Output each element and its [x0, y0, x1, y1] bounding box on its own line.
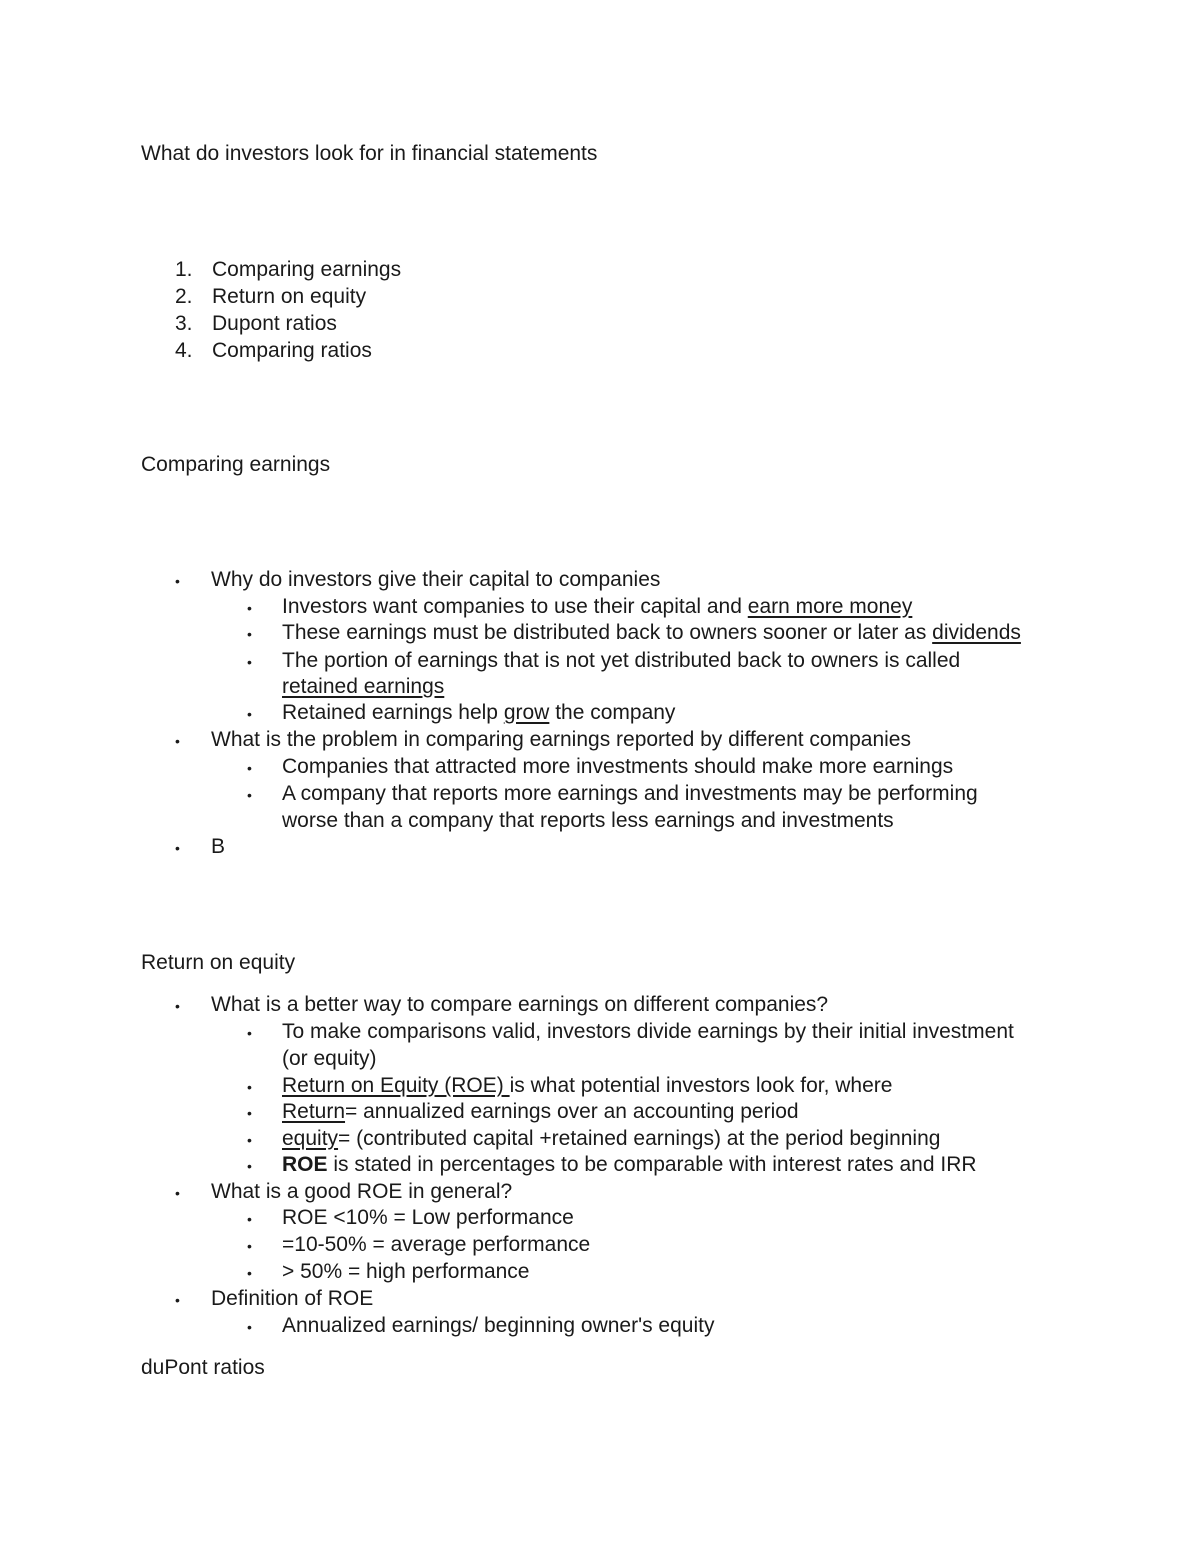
list-item: What is the problem in comparing earnings reported by different companies — [211, 728, 911, 751]
section-heading-dupont-ratios: duPont ratios — [141, 1356, 265, 1379]
list-item: equity= (contributed capital +retained earnings) at the period beginning — [282, 1127, 941, 1150]
list-item-continuation: worse than a company that reports less earnings and investments — [282, 809, 894, 832]
bullet-icon: • — [247, 760, 252, 776]
bullet-icon: • — [247, 1079, 252, 1095]
bullet-icon: • — [175, 840, 180, 856]
bullet-icon: • — [175, 998, 180, 1014]
underlined-term: Return on Equity (ROE) — [282, 1074, 510, 1097]
bullet-icon: • — [247, 1025, 252, 1041]
list-item: ROE is stated in percentages to be comparable with interest rates and IRR — [282, 1153, 977, 1176]
underlined-term: earn more money — [747, 595, 913, 618]
document-title: What do investors look for in financial statements — [141, 142, 598, 165]
bullet-icon: • — [247, 1238, 252, 1254]
list-item: > 50% = high performance — [282, 1260, 530, 1283]
bullet-icon: • — [247, 626, 252, 642]
outline-number: 1. — [175, 258, 193, 281]
list-item: What is a good ROE in general? — [211, 1180, 513, 1203]
list-item: =10-50% = average performance — [282, 1233, 591, 1256]
bullet-icon: • — [247, 654, 252, 670]
underlined-term: equity — [282, 1127, 339, 1150]
list-item: Return= annualized earnings over an accounting period — [282, 1100, 799, 1123]
outline-text: Comparing ratios — [212, 339, 372, 362]
list-item: ROE <10% = Low performance — [282, 1206, 574, 1229]
bullet-icon: • — [247, 600, 252, 616]
bullet-icon: • — [247, 1105, 252, 1121]
outline-text: Comparing earnings — [212, 258, 402, 281]
outline-text: Return on equity — [212, 285, 367, 308]
outline-number: 4. — [175, 339, 193, 362]
list-item: Why do investors give their capital to companies — [211, 568, 661, 591]
underlined-term: grow — [503, 701, 550, 724]
underlined-term: retained earnings — [282, 675, 445, 698]
bullet-icon: • — [175, 573, 180, 589]
list-item: Annualized earnings/ beginning owner's equity — [282, 1314, 715, 1337]
list-item: Companies that attracted more investments should make more earnings — [282, 755, 954, 778]
outline-number: 2. — [175, 285, 193, 308]
outline-number: 3. — [175, 312, 193, 335]
bullet-icon: • — [247, 787, 252, 803]
bullet-icon: • — [175, 733, 180, 749]
underlined-term: dividends — [932, 621, 1021, 644]
bullet-icon: • — [247, 1211, 252, 1227]
list-item-continuation: (or equity) — [282, 1047, 377, 1070]
bullet-icon: • — [175, 1185, 180, 1201]
bullet-icon: • — [247, 1158, 252, 1174]
list-item: These earnings must be distributed back to owners sooner or later as dividends — [282, 621, 1021, 644]
list-item: Retained earnings help grow the company — [282, 701, 676, 724]
list-item: The portion of earnings that is not yet distributed back to owners is called — [282, 649, 961, 672]
list-item: B — [211, 835, 226, 858]
list-item: What is a better way to compare earnings on different companies? — [211, 993, 829, 1016]
bullet-icon: • — [247, 1319, 252, 1335]
bullet-icon: • — [247, 706, 252, 722]
bullet-icon: • — [247, 1265, 252, 1281]
list-item: Return on Equity (ROE) is what potential investors look for, where — [282, 1074, 893, 1097]
list-item: Definition of ROE — [211, 1287, 374, 1310]
underlined-term: Return — [282, 1100, 346, 1123]
outline-text: Dupont ratios — [212, 312, 337, 335]
list-item-continuation — [282, 674, 444, 701]
bullet-icon: • — [175, 1292, 180, 1308]
list-item: To make comparisons valid, investors divide earnings by their initial investment — [282, 1020, 1014, 1043]
section-heading-comparing-earnings: Comparing earnings — [141, 453, 331, 476]
section-heading-return-on-equity: Return on equity — [141, 951, 296, 974]
bold-term: ROE — [282, 1153, 328, 1176]
list-item: A company that reports more earnings and investments may be performing — [282, 782, 978, 805]
list-item: Investors want companies to use their capital and earn more money — [282, 595, 913, 618]
bullet-icon: • — [247, 1132, 252, 1148]
